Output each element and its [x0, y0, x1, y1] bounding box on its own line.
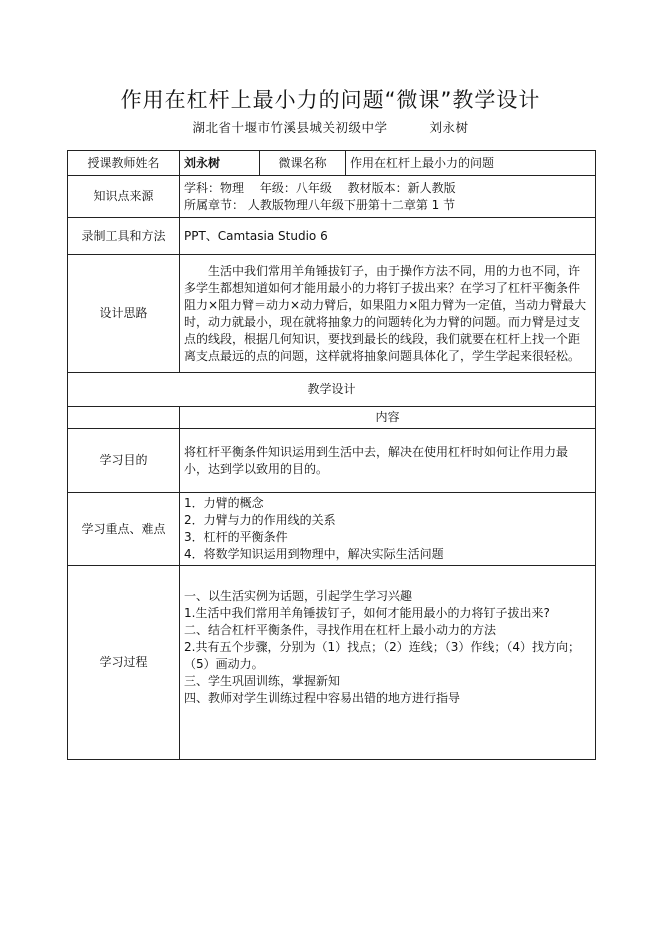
focus-item: 2．力臂与力的作用线的关系: [184, 513, 336, 527]
focus-label: 学习重点、难点: [68, 493, 180, 566]
section-heading: 教学设计: [68, 373, 596, 407]
row-goal: [68, 429, 596, 493]
tools-label: 录制工具和方法: [68, 218, 180, 255]
process-item: 四、教师对学生训练过程中容易出错的地方进行指导: [184, 691, 461, 705]
row-section-heading: [68, 373, 596, 407]
source-line-subject: 学科：物理 年级：八年级 教材版本：新人教版: [184, 180, 456, 195]
design-text: 生活中我们常用羊角锤拔钉子，由于操作方法不同，用的力也不同，许多学生都想知道如何才能用最小的力将钉子拔出来？在学习了杠杆平衡条件阻力×阻力臂＝动力×动力臂后，如果阻力×阻力臂为一定值，当动力臂最大时，动力就最小，现在就将抽象力的问题转化为力臂的问题。而力臂是过支点的线段，根据几何知识，要找到最长的线段，我们就要在杠杆上找一个距离支点最远的点的问题，这样就将抽象问题具体化了，学生学起来很轻松。: [184, 263, 587, 363]
focus-item: 4．将数学知识运用到物理中，解决实际生活问题: [184, 547, 444, 561]
focus-cell: [180, 493, 596, 566]
document-subtitle: [0, 118, 661, 136]
row-design: [68, 255, 596, 373]
row-focus: [68, 493, 596, 566]
content-header: 内容: [180, 407, 596, 429]
row-content-header: [68, 407, 596, 429]
process-item: 1.生活中我们常用羊角锤拔钉子，如何才能用最小的力将钉子拔出来?: [184, 606, 550, 620]
author-name: 刘永树: [429, 120, 469, 135]
source-line-chapter: 所属章节： 人教版物理八年级下册第十二章第 1 节: [184, 197, 456, 212]
teacher-label: 授课教师姓名: [68, 151, 180, 176]
focus-item: 3．杠杆的平衡条件: [184, 530, 288, 544]
process-cell: [180, 566, 596, 760]
document-title: 作用在杠杆上最小力的问题“微课”教学设计: [120, 88, 541, 112]
teacher-value: 刘永树: [180, 151, 260, 176]
focus-item: 1．力臂的概念: [184, 496, 264, 510]
process-item: 一、以生活实例为话题，引起学生学习兴趣: [184, 589, 413, 603]
design-cell: [180, 255, 596, 373]
tools-value: PPT、Camtasia Studio 6: [180, 218, 596, 255]
process-item: 二、结合杠杆平衡条件，寻找作用在杠杆上最小动力的方法: [184, 623, 497, 637]
lesson-design-table: [67, 150, 596, 760]
goal-text: 将杠杆平衡条件知识运用到生活中去，解决在使用杠杆时如何让作用力最小，达到学以致用的目的。: [180, 429, 596, 493]
school-name: 湖北省十堰市竹溪县城关初级中学: [192, 120, 388, 135]
source-label: 知识点来源: [68, 176, 180, 218]
goal-label: 学习目的: [68, 429, 180, 493]
design-label: 设计思路: [68, 255, 180, 373]
process-label: 学习过程: [68, 566, 180, 760]
row-process: [68, 566, 596, 760]
process-item: 2.共有五个步骤，分别为（1）找点；（2）连线；（3）作线；（4）找方向；（5）画动力。: [184, 640, 580, 671]
row-teacher: [68, 151, 596, 176]
course-label: 微课名称: [260, 151, 346, 176]
source-cell: [180, 176, 596, 218]
course-value: 作用在杠杆上最小力的问题: [346, 151, 596, 176]
row-source: [68, 176, 596, 218]
process-item: 三、学生巩固训练，掌握新知: [184, 674, 341, 688]
content-header-empty: [68, 407, 180, 429]
row-tools: [68, 218, 596, 255]
